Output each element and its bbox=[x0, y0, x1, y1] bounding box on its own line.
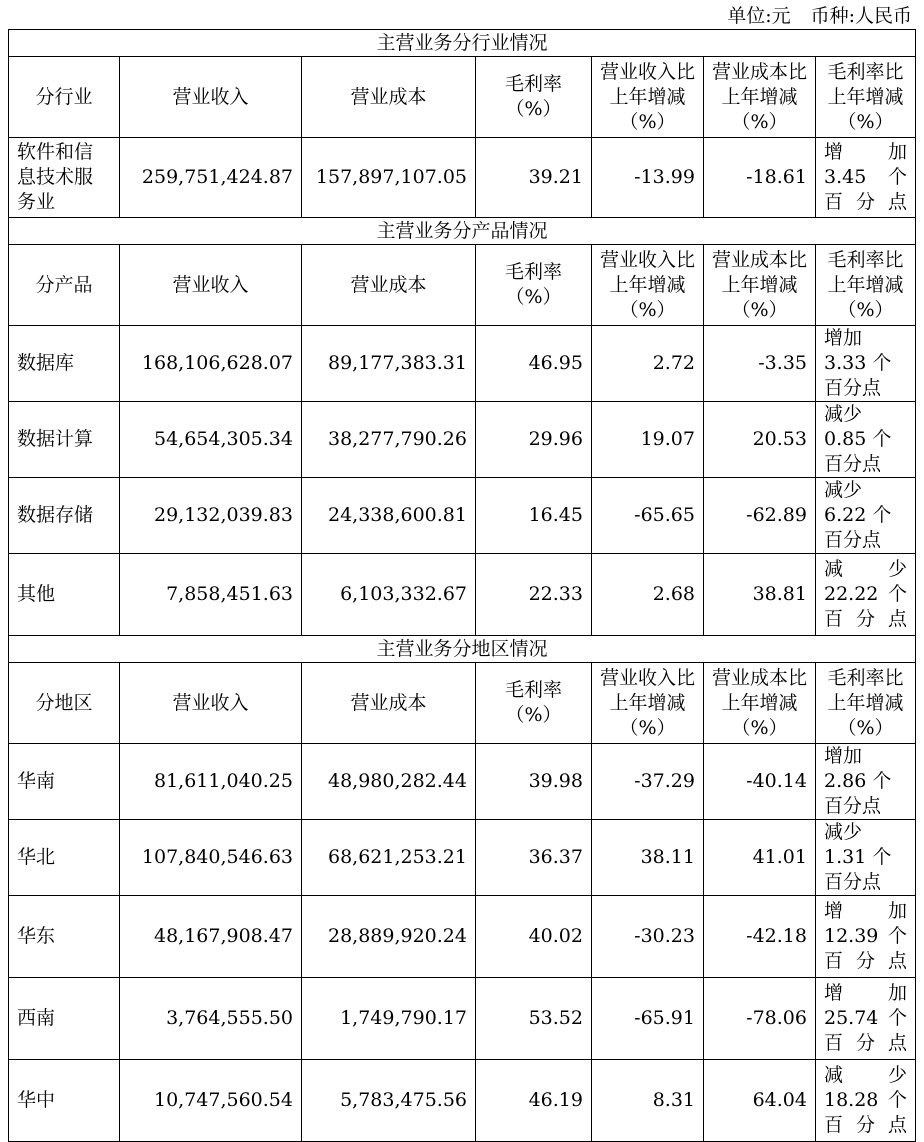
currency-label: 币种:人民币 bbox=[810, 5, 912, 27]
cell-revenue: 107,840,546.63 bbox=[120, 820, 302, 896]
cell-margin: 29.96 bbox=[476, 402, 592, 478]
cell-rev-yoy: -65.65 bbox=[592, 478, 704, 554]
section-title: 主营业务分产品情况 bbox=[9, 218, 916, 245]
cell-margin: 46.95 bbox=[476, 326, 592, 402]
cell-cost-yoy: 20.53 bbox=[704, 402, 816, 478]
cell-rev-yoy: 8.31 bbox=[592, 1060, 704, 1142]
cell-revenue: 7,858,451.63 bbox=[120, 554, 302, 636]
section-title-row bbox=[9, 218, 916, 245]
cell-cost: 24,338,600.81 bbox=[302, 478, 476, 554]
cell-cost-yoy: 41.01 bbox=[704, 820, 816, 896]
cell-cost-yoy: -78.06 bbox=[704, 978, 816, 1060]
cell-revenue: 168,106,628.07 bbox=[120, 326, 302, 402]
cell-margin: 16.45 bbox=[476, 478, 592, 554]
row-name: 数据计算 bbox=[9, 402, 120, 478]
table-row bbox=[9, 478, 916, 554]
cell-margin: 46.19 bbox=[476, 1060, 592, 1142]
column-header-revenue: 营业收入 bbox=[120, 663, 302, 744]
column-header-cost-yoy: 营业成本比上年增减（%） bbox=[704, 663, 816, 744]
column-header-row bbox=[9, 57, 916, 138]
cell-revenue: 10,747,560.54 bbox=[120, 1060, 302, 1142]
section-title: 主营业务分地区情况 bbox=[9, 636, 916, 663]
row-name: 华南 bbox=[9, 744, 120, 820]
cell-margin-yoy: 减少 1.31 个百分点 bbox=[816, 820, 916, 896]
column-header-margin-yoy: 毛利率比上年增减（%） bbox=[816, 663, 916, 744]
row-name: 华东 bbox=[9, 896, 120, 978]
column-header-revenue-yoy: 营业收入比上年增减（%） bbox=[592, 245, 704, 326]
cell-revenue: 29,132,039.83 bbox=[120, 478, 302, 554]
cell-revenue: 54,654,305.34 bbox=[120, 402, 302, 478]
cell-cost: 6,103,332.67 bbox=[302, 554, 476, 636]
section-title-row bbox=[9, 30, 916, 57]
cell-rev-yoy: -13.99 bbox=[592, 138, 704, 218]
column-header-category: 分地区 bbox=[9, 663, 120, 744]
row-name: 其他 bbox=[9, 554, 120, 636]
cell-rev-yoy: 38.11 bbox=[592, 820, 704, 896]
cell-margin: 39.98 bbox=[476, 744, 592, 820]
cell-margin-yoy: 减少 18.28 个百分点 bbox=[816, 1060, 916, 1142]
cell-cost: 1,749,790.17 bbox=[302, 978, 476, 1060]
cell-margin: 40.02 bbox=[476, 896, 592, 978]
cell-revenue: 3,764,555.50 bbox=[120, 978, 302, 1060]
column-header-cost-yoy: 营业成本比上年增减（%） bbox=[704, 245, 816, 326]
table-row bbox=[9, 138, 916, 218]
row-name: 软件和信息技术服务业 bbox=[9, 138, 120, 218]
cell-margin: 22.33 bbox=[476, 554, 592, 636]
column-header-gross-margin: 毛利率（%） bbox=[476, 57, 592, 138]
cell-cost-yoy: -3.35 bbox=[704, 326, 816, 402]
table-row bbox=[9, 820, 916, 896]
cell-cost: 68,621,253.21 bbox=[302, 820, 476, 896]
cell-cost-yoy: -62.89 bbox=[704, 478, 816, 554]
column-header-category: 分产品 bbox=[9, 245, 120, 326]
table-row bbox=[9, 978, 916, 1060]
row-name: 西南 bbox=[9, 978, 120, 1060]
column-header-revenue-yoy: 营业收入比上年增减（%） bbox=[592, 57, 704, 138]
table-row bbox=[9, 326, 916, 402]
cell-margin-yoy: 增加 3.33 个百分点 bbox=[816, 326, 916, 402]
table-row bbox=[9, 744, 916, 820]
cell-rev-yoy: 19.07 bbox=[592, 402, 704, 478]
section-title: 主营业务分行业情况 bbox=[9, 30, 916, 57]
cell-cost-yoy: -18.61 bbox=[704, 138, 816, 218]
cell-cost: 5,783,475.56 bbox=[302, 1060, 476, 1142]
column-header-row bbox=[9, 663, 916, 744]
unit-currency-note bbox=[727, 3, 912, 29]
cell-margin-yoy: 增加 3.45 个百分点 bbox=[816, 138, 916, 218]
cell-rev-yoy: 2.72 bbox=[592, 326, 704, 402]
section-title-row bbox=[9, 636, 916, 663]
cell-rev-yoy: -37.29 bbox=[592, 744, 704, 820]
cell-revenue: 81,611,040.25 bbox=[120, 744, 302, 820]
cell-margin: 36.37 bbox=[476, 820, 592, 896]
unit-label: 单位:元 bbox=[727, 5, 791, 27]
column-header-cost: 营业成本 bbox=[302, 245, 476, 326]
cell-margin-yoy: 减少 22.22 个百分点 bbox=[816, 554, 916, 636]
column-header-margin-yoy: 毛利率比上年增减（%） bbox=[816, 245, 916, 326]
column-header-margin-yoy: 毛利率比上年增减（%） bbox=[816, 57, 916, 138]
column-header-revenue: 营业收入 bbox=[120, 57, 302, 138]
column-header-cost: 营业成本 bbox=[302, 663, 476, 744]
cell-rev-yoy: -65.91 bbox=[592, 978, 704, 1060]
cell-margin-yoy: 增加 25.74 个百分点 bbox=[816, 978, 916, 1060]
cell-revenue: 259,751,424.87 bbox=[120, 138, 302, 218]
cell-margin-yoy: 减少 6.22 个百分点 bbox=[816, 478, 916, 554]
row-name: 华中 bbox=[9, 1060, 120, 1142]
table-row bbox=[9, 402, 916, 478]
row-name: 数据存储 bbox=[9, 478, 120, 554]
column-header-category: 分行业 bbox=[9, 57, 120, 138]
column-header-gross-margin: 毛利率（%） bbox=[476, 663, 592, 744]
cell-margin: 53.52 bbox=[476, 978, 592, 1060]
cell-cost: 48,980,282.44 bbox=[302, 744, 476, 820]
table-row bbox=[9, 1060, 916, 1142]
cell-cost: 157,897,107.05 bbox=[302, 138, 476, 218]
cell-margin-yoy: 减少 0.85 个百分点 bbox=[816, 402, 916, 478]
table-row bbox=[9, 896, 916, 978]
column-header-gross-margin: 毛利率（%） bbox=[476, 245, 592, 326]
cell-cost: 38,277,790.26 bbox=[302, 402, 476, 478]
cell-cost: 28,889,920.24 bbox=[302, 896, 476, 978]
cell-revenue: 48,167,908.47 bbox=[120, 896, 302, 978]
cell-cost-yoy: 38.81 bbox=[704, 554, 816, 636]
table-body bbox=[9, 30, 916, 1142]
main-business-table bbox=[8, 29, 916, 1142]
row-name: 华北 bbox=[9, 820, 120, 896]
column-header-revenue: 营业收入 bbox=[120, 245, 302, 326]
cell-cost-yoy: -42.18 bbox=[704, 896, 816, 978]
cell-margin-yoy: 增加 12.39 个百分点 bbox=[816, 896, 916, 978]
row-name: 数据库 bbox=[9, 326, 120, 402]
column-header-cost: 营业成本 bbox=[302, 57, 476, 138]
column-header-cost-yoy: 营业成本比上年增减（%） bbox=[704, 57, 816, 138]
column-header-row bbox=[9, 245, 916, 326]
cell-cost-yoy: -40.14 bbox=[704, 744, 816, 820]
table-row bbox=[9, 554, 916, 636]
cell-cost-yoy: 64.04 bbox=[704, 1060, 816, 1142]
column-header-revenue-yoy: 营业收入比上年增减（%） bbox=[592, 663, 704, 744]
cell-rev-yoy: 2.68 bbox=[592, 554, 704, 636]
cell-margin: 39.21 bbox=[476, 138, 592, 218]
cell-margin-yoy: 增加 2.86 个百分点 bbox=[816, 744, 916, 820]
cell-rev-yoy: -30.23 bbox=[592, 896, 704, 978]
cell-cost: 89,177,383.31 bbox=[302, 326, 476, 402]
